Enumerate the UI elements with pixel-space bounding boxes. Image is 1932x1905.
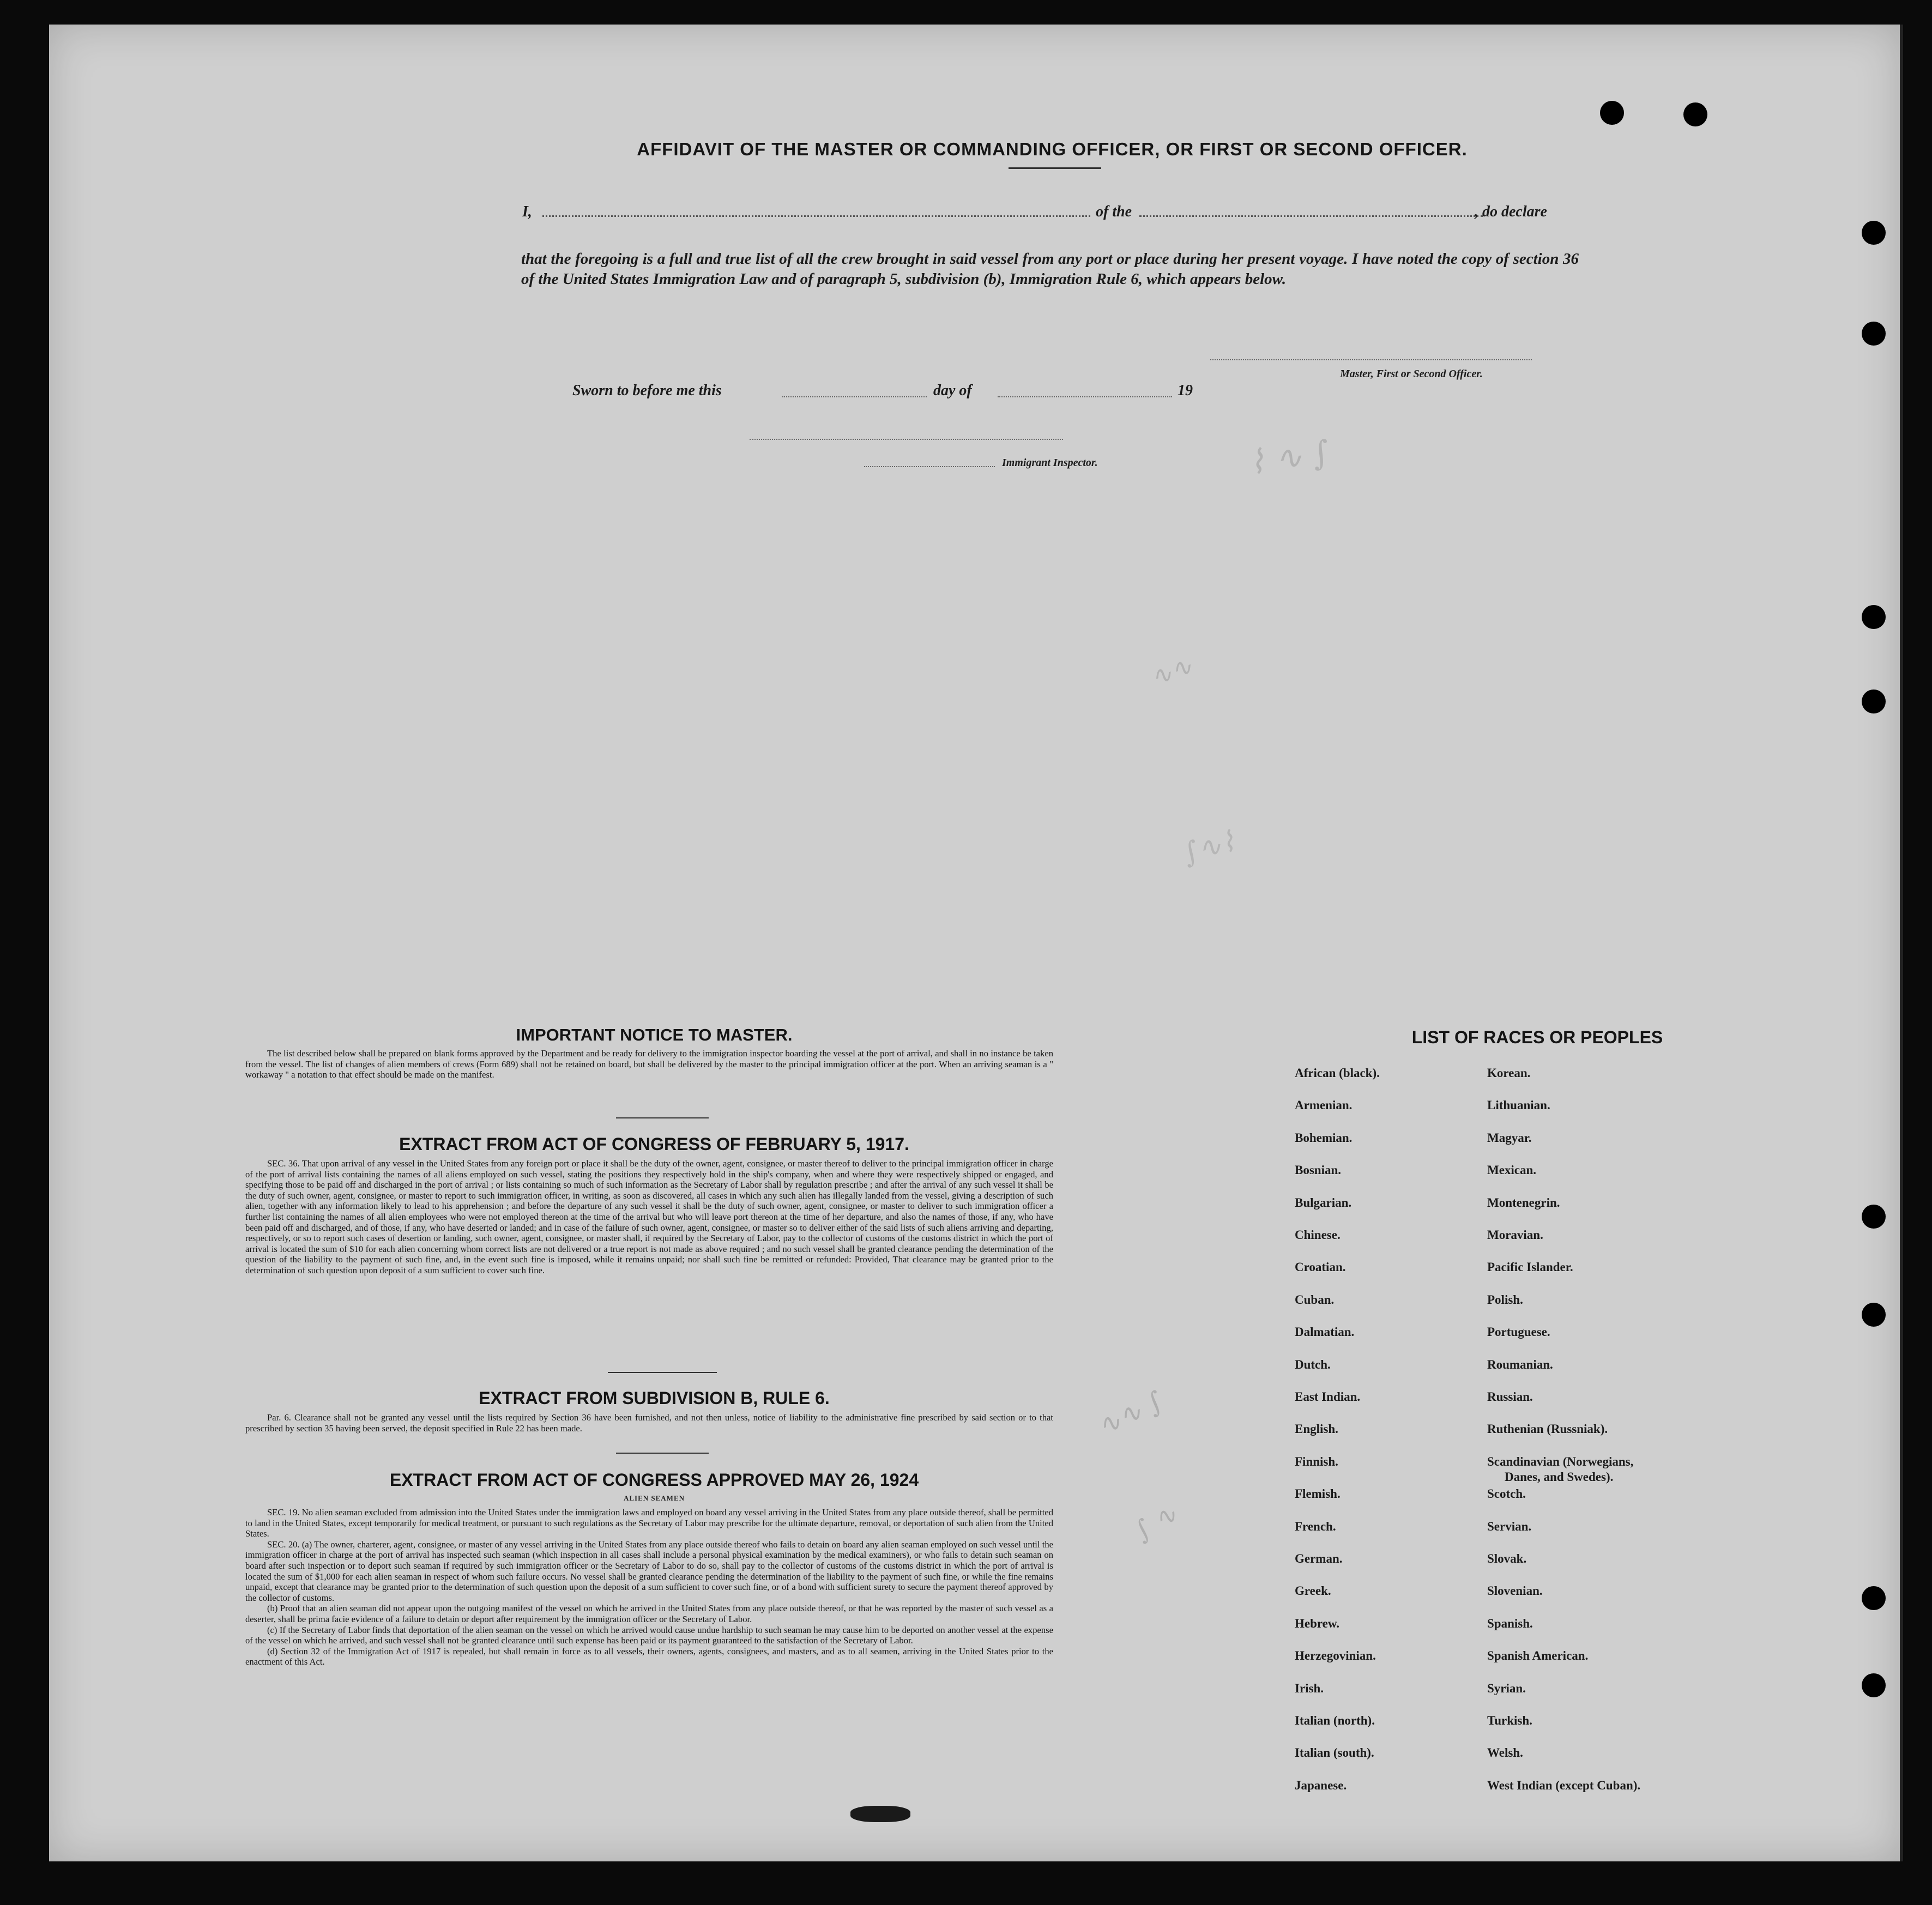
of-the-label: of the (1096, 203, 1132, 220)
race-item: Croatian. (1295, 1260, 1346, 1274)
race-item: Italian (north). (1295, 1714, 1375, 1727)
master-signature-label: Master, First or Second Officer. (1340, 368, 1483, 380)
race-item: Hebrew. (1295, 1617, 1339, 1630)
affidavit-title: AFFIDAVIT OF THE MASTER OR COMMANDING OFFICER, OR FIRST OR SECOND OFFICER. (637, 139, 1468, 159)
race-item: African (black). (1295, 1066, 1380, 1080)
race-item: Lithuanian. (1487, 1098, 1550, 1112)
extract-1917-title: EXTRACT FROM ACT OF CONGRESS OF FEBRUARY 5, 1917. (399, 1134, 909, 1154)
punch-hole (1862, 322, 1886, 346)
race-item: Moravian. (1487, 1228, 1543, 1242)
rule-6-body (245, 1412, 1053, 1434)
year-prefix: 19 (1178, 382, 1193, 399)
section-19-text: SEC. 19. No alien seaman excluded from admission into the United States under the immigration laws and employed on board any vessel arriving in the United States from any place outside thereof, shall be permitted to land in the United States, except temporarily for medical treatment, or pursuant to such regulations as the Secretary of Labor may prescribe for the ultimate departure, removal, or deportation of such alien from the United States. (245, 1507, 1053, 1539)
race-item: Scotch. (1487, 1487, 1526, 1501)
sworn-month-field[interactable] (998, 396, 1172, 397)
section-20d-text: (d) Section 32 of the Immigration Act of 1917 is repealed, but shall remain in force as to all vessels, their owners, agents, consignees, and masters, and as to all seamen, arriving in the United States prior to the enactment of this Act. (245, 1646, 1053, 1667)
handwriting-mark: ∫ ∿ (1129, 1498, 1183, 1547)
race-item: Korean. (1487, 1066, 1531, 1080)
race-item: Servian. (1487, 1520, 1532, 1533)
race-item: Italian (south). (1295, 1746, 1374, 1759)
race-item: Slovenian. (1487, 1584, 1543, 1598)
extract-1924-body (245, 1507, 1053, 1667)
handwriting-mark: ∿∿ ∫ (1092, 1385, 1168, 1443)
race-item: Roumanian. (1487, 1358, 1553, 1371)
race-item: Pacific Islander. (1487, 1260, 1573, 1274)
sworn-day-field[interactable] (782, 396, 927, 397)
inspector-signature-line-upper[interactable] (750, 439, 1063, 440)
extract-1917-body (245, 1158, 1053, 1276)
race-item: Spanish American. (1487, 1649, 1589, 1662)
race-item: Bulgarian. (1295, 1196, 1352, 1209)
race-item: Armenian. (1295, 1098, 1353, 1112)
punch-hole (1862, 1205, 1886, 1229)
race-item: Slovak. (1487, 1552, 1527, 1565)
notice-paragraph: The list described below shall be prepared on blank forms approved by the Department and be ready for delivery to the immigration inspector boarding the vessel at the port of arrival, and shall in no instance be taken from the vessel. The list of changes of alien members of crews (Form 689) shall not be retained on board, but shall be delivered by the master to the principal immigration officer at the port. When an arriving seaman is a " workaway " a notation to that effect should be made on the manifest. (245, 1048, 1053, 1080)
race-item: Irish. (1295, 1682, 1324, 1695)
race-item: Herzegovinian. (1295, 1649, 1376, 1662)
race-item: Polish. (1487, 1293, 1523, 1307)
punch-hole (1862, 1586, 1886, 1610)
race-item: Danes, and Swedes). (1505, 1470, 1614, 1484)
divider (616, 1453, 709, 1454)
title-rule (1009, 167, 1101, 169)
punch-hole (1600, 101, 1624, 125)
divider (616, 1117, 709, 1118)
master-signature-line[interactable] (1210, 359, 1532, 360)
race-item: German. (1295, 1552, 1343, 1565)
race-item: Bosnian. (1295, 1163, 1342, 1177)
punch-hole (1862, 1673, 1886, 1697)
punch-hole (1862, 605, 1886, 629)
punch-hole (1862, 1303, 1886, 1327)
race-item: Cuban. (1295, 1293, 1335, 1307)
notice-title: IMPORTANT NOTICE TO MASTER. (516, 1025, 793, 1044)
punch-hole (1683, 102, 1707, 126)
race-item: Flemish. (1295, 1487, 1341, 1501)
handwriting-mark: ⌇ ∿ ∫ (1246, 433, 1332, 483)
race-item: French. (1295, 1520, 1336, 1533)
races-title: LIST OF RACES OR PEOPLES (1411, 1027, 1663, 1047)
section-20a-text: SEC. 20. (a) The owner, charterer, agent, consignee, or master of any vessel arriving in the United States from any place outside thereof who fails to detain on board any alien seaman employed on such vessel until the immigration officer in charge at the port of arrival has inspected such seaman (which inspection in all cases shall include a personal physical examination by the medical examiners), or who fails to detain such seaman on board after such inspection or to deport such seaman if required by such immigration officer or the Secretary of Labor to do so, shall pay to the collector of customs of the customs district in which the port of arrival is located the sum of $1,000 for each alien seaman in respect of whom such failure occurs. No vessel shall be granted clearance pending the determination of the liability to the payment of such fine, or while the fine remains unpaid, except that clearance may be granted prior to the determination of such question upon the deposit of a sum sufficient to cover such fine, or of a bond with sufficient surety to secure the payment thereof approved by the collector of customs. (245, 1539, 1053, 1603)
race-item: Chinese. (1295, 1228, 1341, 1242)
race-item: Spanish. (1487, 1617, 1533, 1630)
i-label: I, (522, 203, 532, 220)
race-item: Greek. (1295, 1584, 1331, 1598)
race-item: Syrian. (1487, 1682, 1526, 1695)
punch-hole (1862, 221, 1886, 245)
rule-6-paragraph: Par. 6. Clearance shall not be granted any vessel until the lists required by Section 36 have been furnished, and not then unless, notice of liability to the administrative fine prescribed by said section or to that prescribed by section 35 having been served, the deposit specified in Rule 22 has been made. (245, 1412, 1053, 1434)
form-page (49, 25, 1903, 1861)
day-of-label: day of (933, 382, 972, 399)
rule-6-title: EXTRACT FROM SUBDIVISION B, RULE 6. (479, 1388, 830, 1408)
race-item: Dutch. (1295, 1358, 1331, 1371)
race-item: Mexican. (1487, 1163, 1537, 1177)
extract-1924-title: EXTRACT FROM ACT OF CONGRESS APPROVED MAY 26, 1924 (389, 1470, 919, 1490)
race-item: Turkish. (1487, 1714, 1532, 1727)
inspector-signature-line[interactable] (864, 466, 995, 467)
race-item: Ruthenian (Russniak). (1487, 1422, 1608, 1436)
race-item: Portuguese. (1487, 1325, 1550, 1339)
alien-seamen-heading: ALIEN SEAMEN (623, 1494, 685, 1502)
punch-hole (1862, 690, 1886, 713)
ink-blot (850, 1806, 910, 1822)
race-item: Japanese. (1295, 1779, 1347, 1792)
race-item: Scandinavian (Norwegians, (1487, 1455, 1634, 1468)
declarant-name-field[interactable] (542, 215, 1090, 217)
race-item: East Indian. (1295, 1390, 1361, 1404)
race-item: Magyar. (1487, 1131, 1532, 1145)
notice-body (245, 1048, 1053, 1080)
divider (608, 1372, 717, 1373)
race-item: Dalmatian. (1295, 1325, 1355, 1339)
handwriting-mark: ∿∿ (1146, 650, 1197, 693)
vessel-name-field[interactable] (1139, 215, 1483, 217)
race-item: Russian. (1487, 1390, 1533, 1404)
section-36-text: SEC. 36. That upon arrival of any vessel in the United States from any foreign port or place it shall be the duty of the owner, agent, consignee, or master thereof to deliver to the principal immigration officer in charge of the port of arrival lists containing the names of all aliens employed on such vessel, stating the positions they respectively hold in the ship's company, when and where they were respectively shipped or engaged, and specifying those to be paid off and discharged in the port of arrival ; or lists containing so much of such information as the Secretary of Labor shall by regulation prescribe ; and after the arrival of any such vessel it shall be the duty of such owner, agent, consignee, or master to report to such immigration officer, in writing, as soon as discovered, all cases in which any such alien has illegally landed from the vessel, giving a description of such alien, together with any information likely to lead to his apprehension ; and before the departure of any such vessel it shall be the duty of such owner, agent, consignee, or master to deliver to such immigration officer a further list containing the names of all alien employees who were not employed thereon at the time of the arrival but who will leave port thereon at the time of her departure, and also the names of those, if any, who have been paid off and discharged, and of those, if any, who have deserted or landed; and in case of the failure of such owner, agent, consignee, or master so to deliver either of the said lists of such aliens arriving and departing, respectively, or so to report such cases of desertion or landing, such owner, agent, consignee, or master shall, if required by the Secretary of Labor, pay to the collector of customs of the customs district in which the port of arrival is located the sum of $10 for each alien concerning whom correct lists are not delivered or a true report is not made as above required ; and no such vessel shall be granted clearance pending the determination of the question of the liability to the payment of such fine, and, in the event such fine is imposed, while it remains unpaid; nor shall such fine be remitted or refunded: Provided, That clearance may be granted prior to the determination of such question upon deposit of a sum sufficient to cover such fine. (245, 1158, 1053, 1275)
race-item: English. (1295, 1422, 1338, 1436)
race-item: West Indian (except Cuban). (1487, 1779, 1641, 1792)
do-declare-label: , do declare (1475, 203, 1547, 220)
sworn-label: Sworn to before me this (572, 382, 722, 399)
section-20c-text: (c) If the Secretary of Labor finds that deportation of the alien seaman on the vessel on which he arrived would cause undue hardship to such seaman he may cause him to be deported on another vessel at the expense of the vessel on which he arrived, and such vessel shall not be granted clearance until such expense has been paid or its payment guaranteed to the satisfaction of the Secretary of Labor. (245, 1624, 1053, 1646)
race-item: Bohemian. (1295, 1131, 1353, 1145)
section-20b-text: (b) Proof that an alien seaman did not appear upon the outgoing manifest of the vessel on which he arrived in the United States from any place outside thereof, or that he was reported by the master of such vessel as a deserter, shall be prima facie evidence of a failure to detain or deport after requirement by the immigration officer or the Secretary of Labor. (245, 1603, 1053, 1624)
race-item: Welsh. (1487, 1746, 1523, 1759)
inspector-label: Immigrant Inspector. (1002, 457, 1098, 469)
race-item: Montenegrin. (1487, 1196, 1560, 1209)
handwriting-mark: ∫∿⌇ (1179, 825, 1239, 870)
declaration-text: that the foregoing is a full and true list of all the crew brought in said vessel from any port or place during her present voyage. I have noted the copy of section 36 of the United States Immigration Law and of paragraph 5, subdivision (b), Immigration Rule 6, which appears below. (521, 250, 1579, 288)
race-item: Finnish. (1295, 1455, 1338, 1468)
